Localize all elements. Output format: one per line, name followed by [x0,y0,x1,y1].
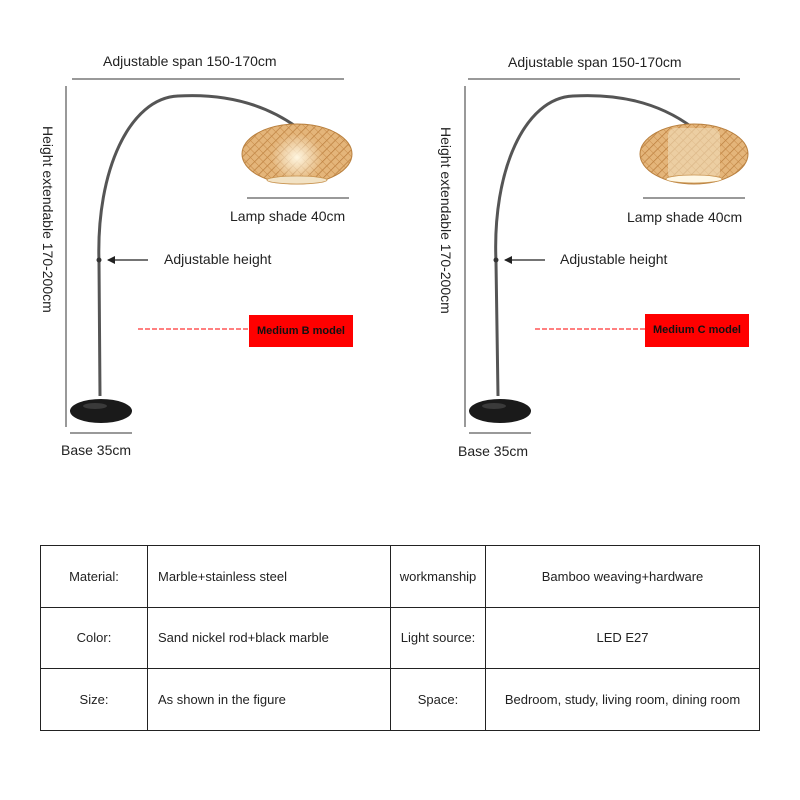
spec-value-color: Sand nickel rod+black marble [148,607,391,669]
height-joint [97,258,102,263]
table-row [41,669,760,731]
spec-value-light-source: LED E27 [486,607,760,669]
marble-base [469,399,531,423]
spec-table [40,545,760,731]
spec-value-space: Bedroom, study, living room, dining room [486,669,760,731]
spec-label-material: Material: [41,546,148,608]
arrow-head [107,256,115,264]
height-label: Height extendable 170-200cm [438,127,454,314]
table-row [41,546,760,608]
height-joint [494,258,499,263]
height-label: Height extendable 170-200cm [40,126,56,313]
lamp-shade [242,124,352,184]
span-label: Adjustable span 150-170cm [103,53,277,69]
spec-label-workmanship: workmanship [391,546,486,608]
model-tag: Medium B model [249,315,353,347]
lamp-shade [640,124,748,184]
adjustable-height-label: Adjustable height [560,251,668,267]
shade-label: Lamp shade 40cm [627,209,743,225]
spec-label-size: Size: [41,669,148,731]
table-row [41,607,760,669]
shade-label: Lamp shade 40cm [230,208,346,224]
base-label: Base 35cm [458,443,529,459]
spec-label-space: Space: [391,669,486,731]
spec-value-material: Marble+stainless steel [148,546,391,608]
spec-value-workmanship: Bamboo weaving+hardware [486,546,760,608]
adjustable-height-label: Adjustable height [164,251,272,267]
spec-label-color: Color: [41,607,148,669]
base-label: Base 35cm [61,442,132,458]
span-label: Adjustable span 150-170cm [508,54,682,70]
spec-label-light-source: Light source: [391,607,486,669]
arrow-head [504,256,512,264]
spec-value-size: As shown in the figure [148,669,391,731]
marble-base [70,399,132,423]
model-tag: Medium C model [645,314,749,347]
